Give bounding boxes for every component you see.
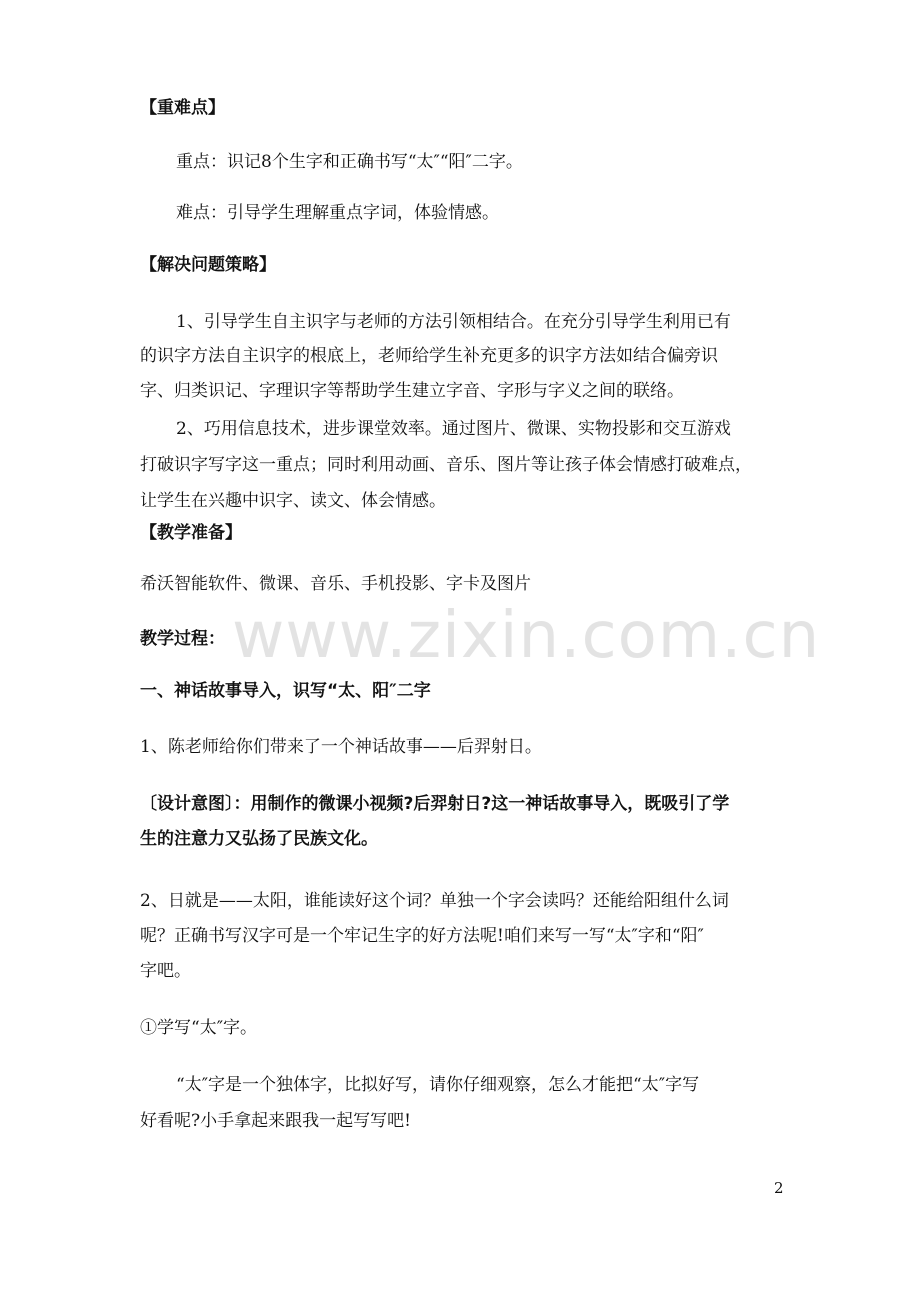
strategy-heading: 【解决问题策略】 bbox=[140, 255, 276, 275]
strategy-p2-line: 2、巧用信息技术，进步课堂效率。通过图片、微课、实物投影和交互游戏 bbox=[176, 419, 731, 439]
page-number: 2 bbox=[774, 1179, 784, 1197]
step2-line: 字吧。 bbox=[140, 961, 191, 981]
strategy-p1-line: 字、归类识记、字理识字等帮助学生建立字音、字形与字义之间的联络。 bbox=[140, 381, 684, 401]
step1-text: 1、陈老师给你们带来了一个神话故事——后羿射日。 bbox=[140, 737, 542, 757]
part1-heading: 一、神话故事导入，识写“太、阳″二字 bbox=[140, 681, 431, 701]
strategy-p1-line: 的识字方法自主识字的根底上，老师给学生补充更多的识字方法如结合偏旁识 bbox=[140, 346, 718, 366]
process-heading: 教学过程： bbox=[140, 629, 225, 649]
substep1-line: “太″字是一个独体字，比拟好写，请你仔细观察，怎么才能把“太″字写 bbox=[176, 1075, 700, 1095]
step2-line: 2、日就是——太阳，谁能读好这个词？单独一个字会读吗？还能给阳组什么词 bbox=[140, 891, 729, 911]
strategy-p1-line: 1、引导学生自主识字与老师的方法引领相结合。在充分引导学生利用已有 bbox=[176, 312, 731, 332]
design-intent-line: 〔设计意图〕：用制作的微课小视频?后羿射日?这一神话故事导入，既吸引了学 bbox=[140, 794, 730, 814]
substep1-line: 好看呢?小手拿起来跟我一起写写吧! bbox=[140, 1111, 411, 1131]
design-intent-line: 生的注意力又弘扬了民族文化。 bbox=[140, 829, 378, 849]
watermark: www.zixin.com.cn bbox=[232, 599, 821, 673]
substep1-heading: ①学写“太″字。 bbox=[140, 1018, 258, 1038]
preparation-text: 希沃智能软件、微课、音乐、手机投影、字卡及图片 bbox=[140, 574, 531, 594]
key-points-heading: 【重难点】 bbox=[140, 98, 225, 118]
strategy-p2-line: 让学生在兴趣中识字、读文、体会情感。 bbox=[140, 491, 446, 511]
focus-text: 重点：识记8个生字和正确书写“太″“阳″二字。 bbox=[176, 152, 523, 172]
step2-line: 呢？正确书写汉字可是一个牢记生字的好方法呢!咱们来写一写“太″字和“阳″ bbox=[140, 926, 704, 946]
strategy-p2-line: 打破识字写字这一重点；同时利用动画、音乐、图片等让孩子体会情感打破难点， bbox=[140, 455, 752, 475]
preparation-heading: 【教学准备】 bbox=[140, 523, 242, 543]
difficulty-text: 难点：引导学生理解重点字词，体验情感。 bbox=[176, 203, 499, 223]
